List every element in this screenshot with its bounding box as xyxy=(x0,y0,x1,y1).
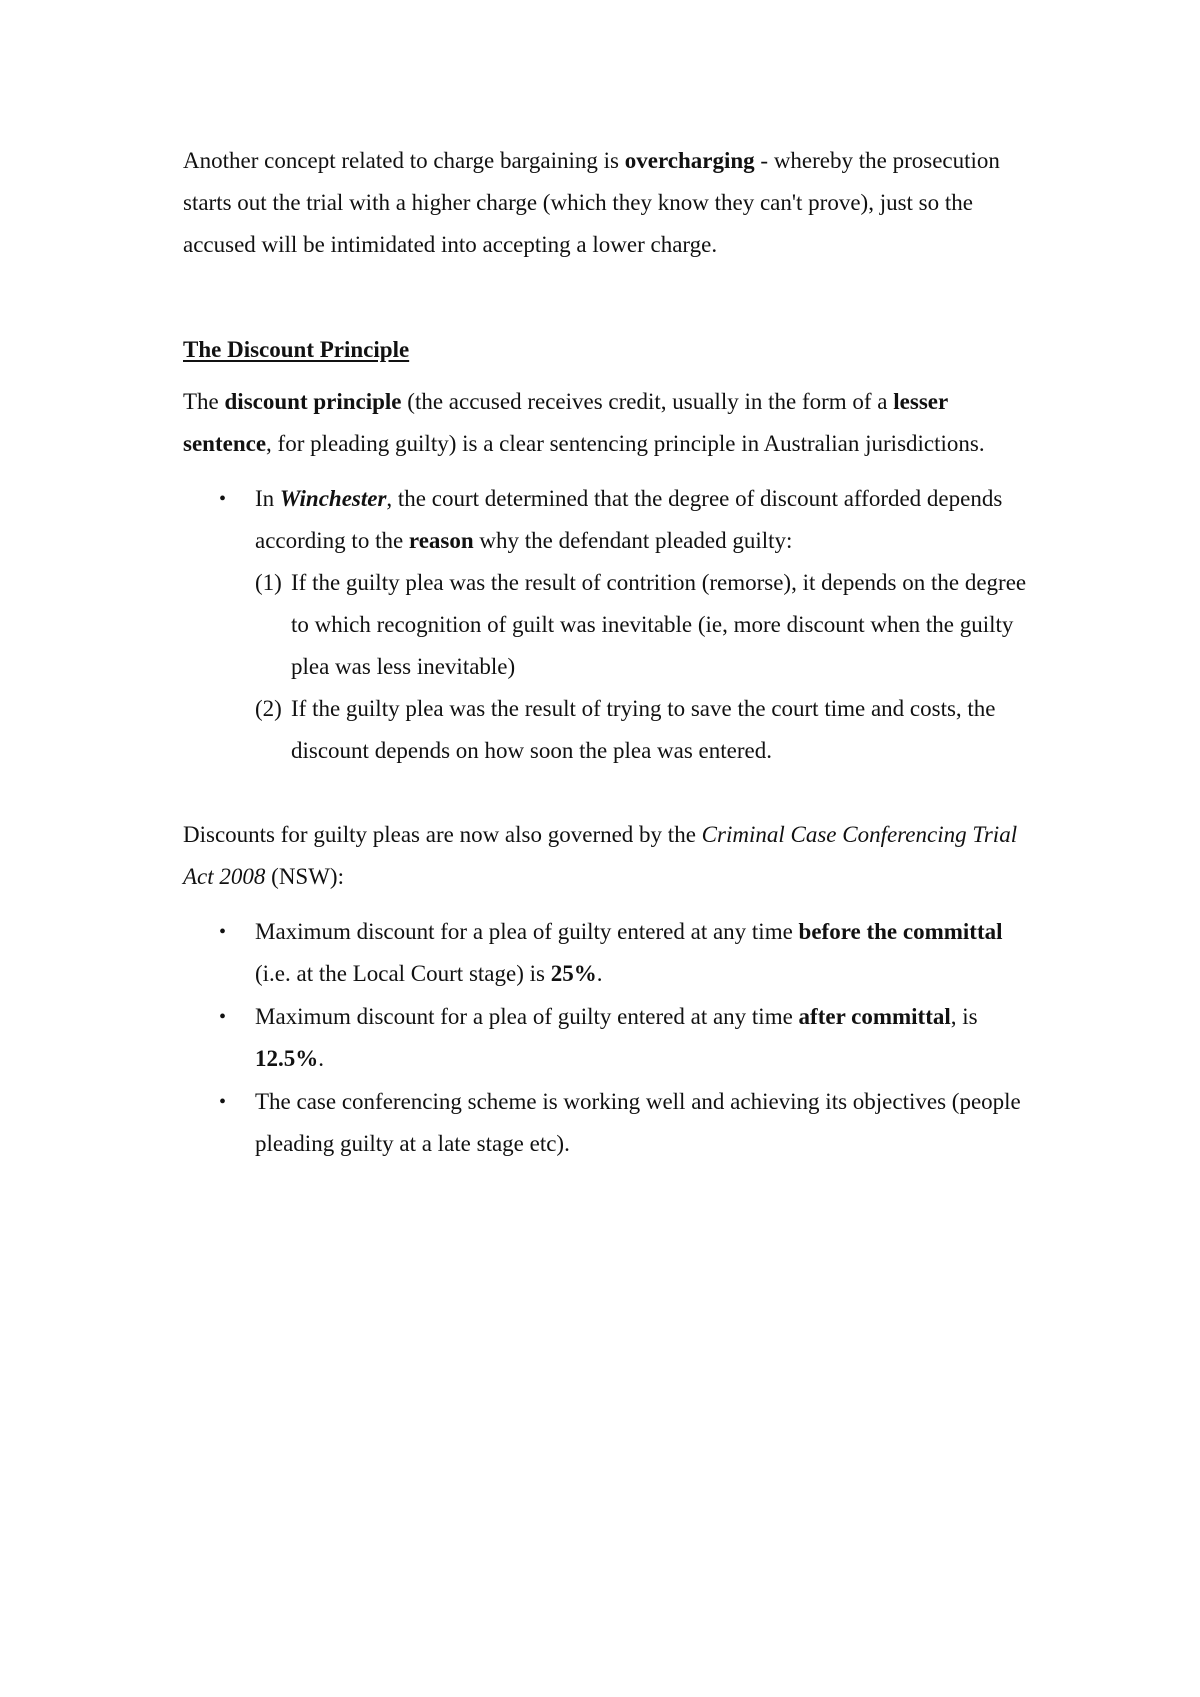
bullet-bold-percent: 25% xyxy=(550,961,597,986)
bullet-icon: • xyxy=(219,488,227,510)
list-item xyxy=(183,1081,1033,1165)
list-item xyxy=(183,911,1033,995)
governed-text-1: Discounts for guilty pleas are now also governed by the xyxy=(183,822,702,847)
numbered-item-text: If the guilty plea was the result of contrition (remorse), it depends on the degree to which recognition of guilt was inevitable (ie, more discount when the guilty plea was less inevitable) xyxy=(291,570,1027,679)
act-title: Criminal Case Conferencing Trial Act 2008 xyxy=(183,822,1018,889)
winchester-text-1: In xyxy=(255,486,280,511)
bullet-text: , is xyxy=(950,1004,978,1029)
intro-bold-overcharging: overcharging xyxy=(624,148,755,173)
discount-bold-lesser-sentence: lesser sentence xyxy=(183,389,948,456)
intro-paragraph xyxy=(183,140,1033,266)
discount-text-3: , for pleading guilty) is a clear sentencing principle in Australian jurisdictions. xyxy=(266,431,985,456)
governed-text-2: (NSW): xyxy=(265,864,344,889)
number-marker: (1) xyxy=(255,570,282,595)
bullet-bold: after committal xyxy=(798,1004,951,1029)
numbered-item xyxy=(255,688,1033,772)
discount-text-1: The xyxy=(183,389,225,414)
intro-text-2: - whereby the prosecution starts out the trial with a higher charge (which they know they can't prove), just so the accused will be intimidated into accepting a lower charge. xyxy=(183,148,1000,257)
numbered-item xyxy=(255,562,1033,688)
discount-paragraph xyxy=(183,381,1033,465)
discount-bold-principle: discount principle xyxy=(224,389,402,414)
numbered-item-text: If the guilty plea was the result of trying to save the court time and costs, the discount depends on how soon the plea was entered. xyxy=(291,696,996,763)
bullet-text: Maximum discount for a plea of guilty entered at any time xyxy=(255,1004,799,1029)
bullet-text: Maximum discount for a plea of guilty entered at any time xyxy=(255,919,799,944)
bullet-text: . xyxy=(596,961,603,986)
bullet-icon: • xyxy=(219,1006,227,1028)
discount-rules-list xyxy=(183,911,1033,1165)
section-heading: The Discount Principle xyxy=(183,337,410,362)
winchester-bold-reason: reason xyxy=(408,528,474,553)
reason-list xyxy=(255,562,1033,772)
bullet-bold: before the committal xyxy=(798,919,1003,944)
bullet-bold-percent: 12.5% xyxy=(255,1046,319,1071)
discount-text-2: (the accused receives credit, usually in the form of a xyxy=(401,389,894,414)
winchester-text-3: why the defendant pleaded guilty: xyxy=(473,528,793,553)
bullet-icon: • xyxy=(219,921,227,943)
winchester-list xyxy=(183,478,1033,772)
document-page xyxy=(183,140,1033,1166)
bullet-text: The case conferencing scheme is working well and achieving its objectives (people pleading guilty at a late stage etc). xyxy=(255,1089,1021,1156)
bullet-text: (i.e. at the Local Court stage) is xyxy=(255,961,551,986)
governed-paragraph xyxy=(183,814,1033,898)
winchester-case-name: Winchester xyxy=(279,486,387,511)
bullet-icon: • xyxy=(219,1091,227,1113)
intro-text-1: Another concept related to charge bargaining is xyxy=(183,148,625,173)
winchester-text-2: , the court determined that the degree of discount afforded depends according to the xyxy=(255,486,1003,553)
number-marker: (2) xyxy=(255,696,282,721)
list-item xyxy=(183,996,1033,1080)
list-item-winchester xyxy=(183,478,1033,772)
bullet-text: . xyxy=(318,1046,324,1071)
